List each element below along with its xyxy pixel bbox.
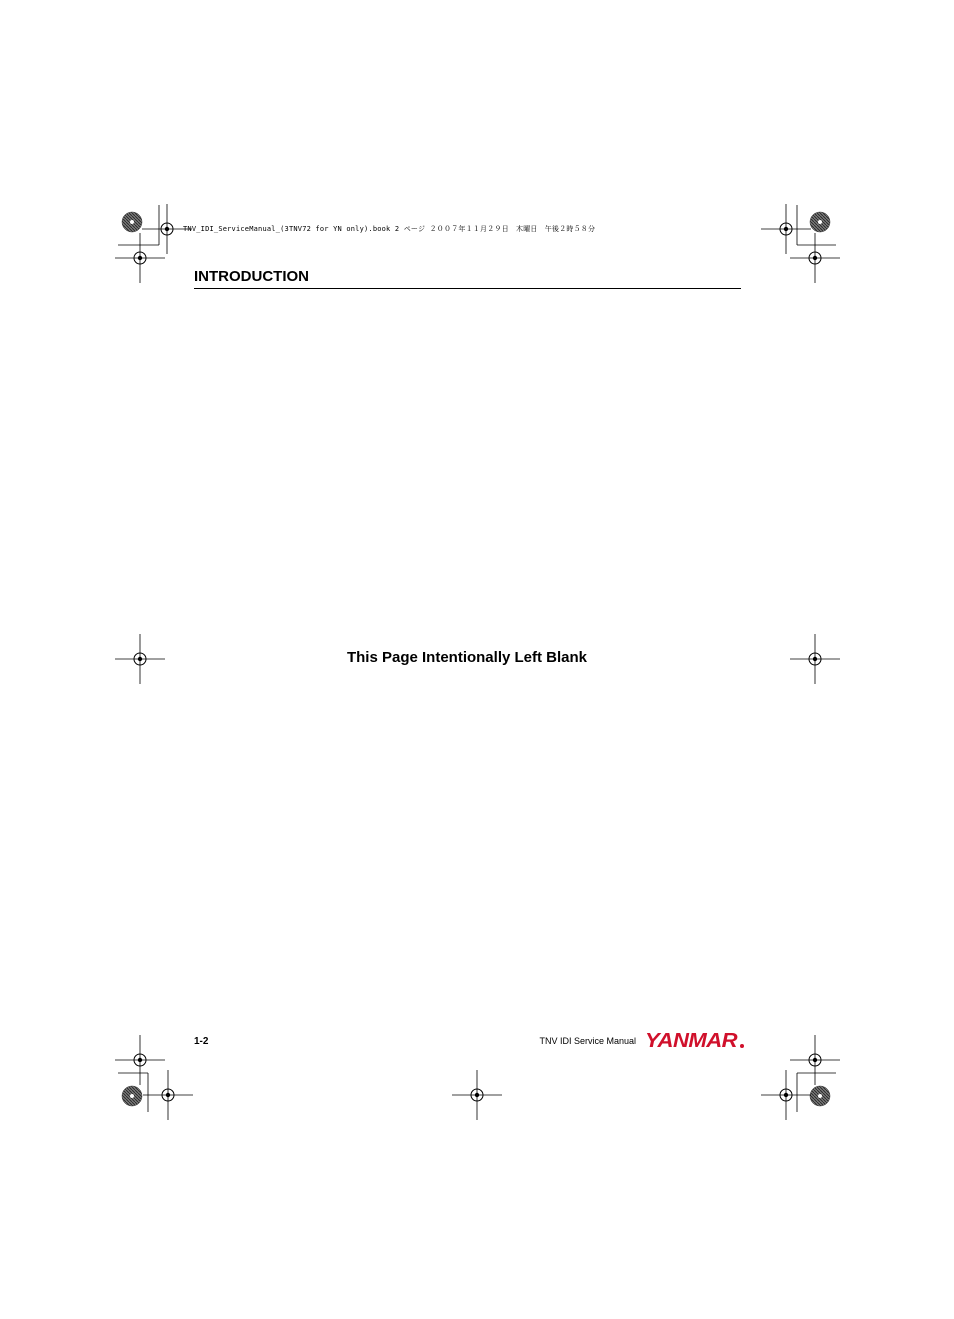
corner-mark-bottom-right xyxy=(761,1035,840,1120)
reg-mark-bottom-center xyxy=(452,1070,502,1120)
corner-mark-bottom-left xyxy=(115,1035,193,1120)
page-number: 1-2 xyxy=(194,1036,209,1047)
yanmar-logo xyxy=(644,1028,746,1052)
print-file-header: TNV_IDI_ServiceManual_(3TNV72 for YN only).book 2 ページ ２００７年１１月２９日 木曜日 午後２時５８分 xyxy=(183,225,596,233)
manual-title: TNV IDI Service Manual xyxy=(539,1036,636,1046)
section-title: INTRODUCTION xyxy=(194,268,309,285)
section-divider xyxy=(194,288,741,289)
corner-mark-top-left xyxy=(115,204,192,283)
brand-wordmark: YANMAR xyxy=(645,1030,739,1052)
blank-page-note: This Page Intentionally Left Blank xyxy=(346,649,588,666)
registered-mark-icon xyxy=(740,1044,744,1048)
corner-mark-top-right xyxy=(761,204,840,283)
